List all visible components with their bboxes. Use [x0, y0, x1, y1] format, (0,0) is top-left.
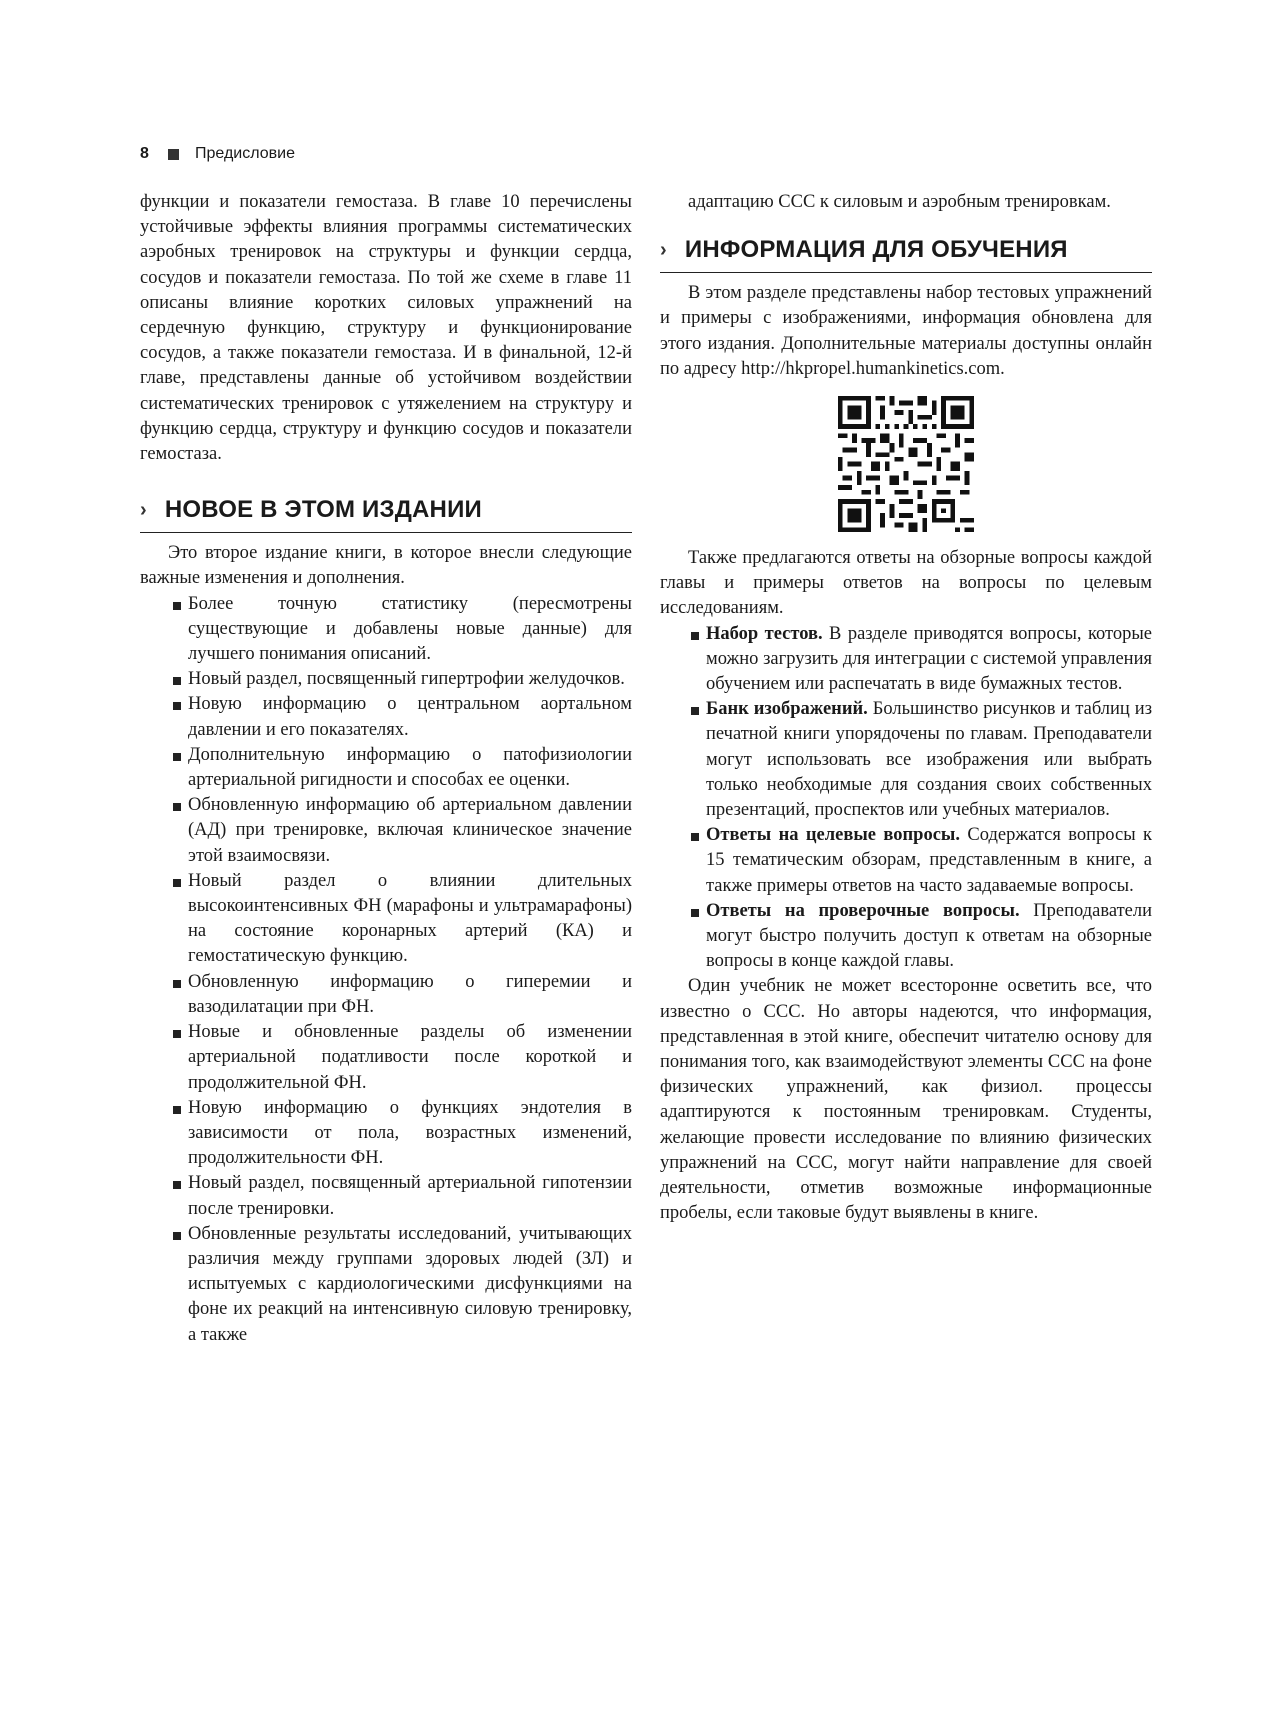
list-item: Обновленную информацию об артериальном давлении (АД) при тренировке, включая клиническое значение этой взаимосвязи.: [170, 793, 632, 869]
page-number: 8: [140, 145, 149, 162]
list-item: Более точную статистику (пересмотрены существующие и добавлены новые данные) для лучшего понимания описаний.: [170, 592, 632, 668]
info-paragraph: В этом разделе представлены набор тестовых упражнений и примеры с изображениями, информация обновлена для этого издания. Дополнительные материалы доступны онлайн по адресу http://hkpropel.humankinetics.com.: [660, 283, 1152, 379]
list-item-text: Преподаватели могут быстро получить доступ к ответам на обзорные вопросы в конце каждой главы.: [706, 900, 1152, 972]
list-item: Обновленную информацию о гиперемии и вазодилатации при ФН.: [170, 970, 632, 1020]
list-item: Новый раздел о влиянии длительных высокоинтенсивных ФН (марафоны и ультрамарафоны) на состояние коронарных артерий (КА) и гемостатическую функцию.: [170, 869, 632, 970]
right-column: [660, 190, 1152, 1227]
chevron-right-icon: ›: [660, 239, 667, 262]
list-item-text: В разделе приводятся вопросы, которые можно загрузить для интеграции с системой управления обучением или распечатать в виде бумажных тестов.: [706, 623, 1152, 695]
answers-paragraph: Также предлагаются ответы на обзорные вопросы каждой главы и примеры ответов на вопросы по целевым исследованиям.: [660, 548, 1152, 619]
left-column: [140, 190, 632, 1348]
section-heading-new-edition: [140, 495, 632, 533]
chevron-right-icon: ›: [140, 499, 147, 522]
list-item: Новые и обновленные разделы об изменении артериальной податливости после короткой и продолжительной ФН.: [170, 1020, 632, 1096]
intro-paragraph: функции и показатели гемостаза. В главе 10 перечислены устойчивые эффекты влияния программы систематических аэробных тренировок на структуры и функции сердца, сосудов и показатели гемостаза. По той же схеме в главе 11 описаны влияние коротких силовых упражнений на сердечную функцию, структуру и функционирование сосудов, а также показатели гемостаза. И в финальной, 12-й главе, представлены данные об устойчивом воздействии систематических тренировок с утяжелением на структуру и функцию сердца, структуру и функцию сосудов и показатели гемостаза.: [140, 192, 632, 465]
running-head-title: Предисловие: [195, 145, 295, 162]
list-item: Обновленные результаты исследований, учитывающих различия между группами здоровых людей (ЗЛ) и испытуемых с кардиологическими дисфункциями на фоне их реакций на интенсивную силовую тренировку, а также: [170, 1222, 632, 1348]
list-item: [688, 622, 1152, 698]
closing-paragraph: Один учебник не может всесторонне осветить все, что известно о ССС. Но авторы надеются, что информация, представленная в этой книге, обеспечит читателю основу для понимания того, как взаимодействуют элементы ССС на фоне физических упражнений, как физиол. процессы адаптируются к постоянным тренировкам. Студенты, желающие провести исследование по влиянию физических упражнений на ССС, могут найти направление для своей деятельности, отметив возможные информационные пробелы, если таковые будут выявлены в книге.: [660, 976, 1152, 1224]
list-item-title: Ответы на проверочные вопросы.: [706, 900, 1020, 921]
lead-paragraph: Это второе издание книги, в которое внесли следующие важные изменения и дополнения.: [140, 543, 632, 589]
section-heading-training-info: [660, 235, 1152, 273]
continuation-paragraph: адаптацию ССС к силовым и аэробным тренировкам.: [688, 192, 1111, 212]
list-item: [688, 697, 1152, 823]
list-item: Новый раздел, посвященный гипертрофии желудочков.: [170, 667, 632, 692]
square-bullet-icon: [168, 149, 179, 160]
list-item-text: Большинство рисунков и таблиц из печатной книги упорядочены по главам. Преподаватели могут использовать все изображения или выбрать только необходимые для создания своих собственных презентаций, проспектов или учебных материалов.: [706, 699, 1153, 821]
list-item: Новый раздел, посвященный артериальной гипотензии после тренировки.: [170, 1171, 632, 1221]
list-item: Новую информацию о функциях эндотелия в зависимости от пола, возрастных изменений, продолжительности ФН.: [170, 1096, 632, 1172]
list-item-title: Набор тестов.: [706, 623, 823, 644]
running-head: [140, 142, 295, 166]
list-item: Новую информацию о центральном аортальном давлении и его показателях.: [170, 692, 632, 742]
list-item: [688, 823, 1152, 899]
list-item: [688, 899, 1152, 975]
list-item-title: Банк изображений.: [706, 699, 868, 720]
materials-list: [688, 622, 1152, 975]
changes-list: [170, 592, 632, 1348]
list-item-text: Содержатся вопросы к 15 тематическим обзорам, представленным в книге, а также примеры ответов на часто задаваемые вопросы.: [706, 825, 1152, 896]
qr-code-icon: [838, 396, 974, 532]
section-heading-text: ИНФОРМАЦИЯ ДЛЯ ОБУЧЕНИЯ: [684, 236, 1068, 264]
list-item-title: Ответы на целевые вопросы.: [706, 825, 960, 846]
list-item: Дополнительную информацию о патофизиологии артериальной ригидности и способах ее оценки.: [170, 743, 632, 793]
section-heading-text: НОВОЕ В ЭТОМ ИЗДАНИИ: [164, 496, 482, 524]
